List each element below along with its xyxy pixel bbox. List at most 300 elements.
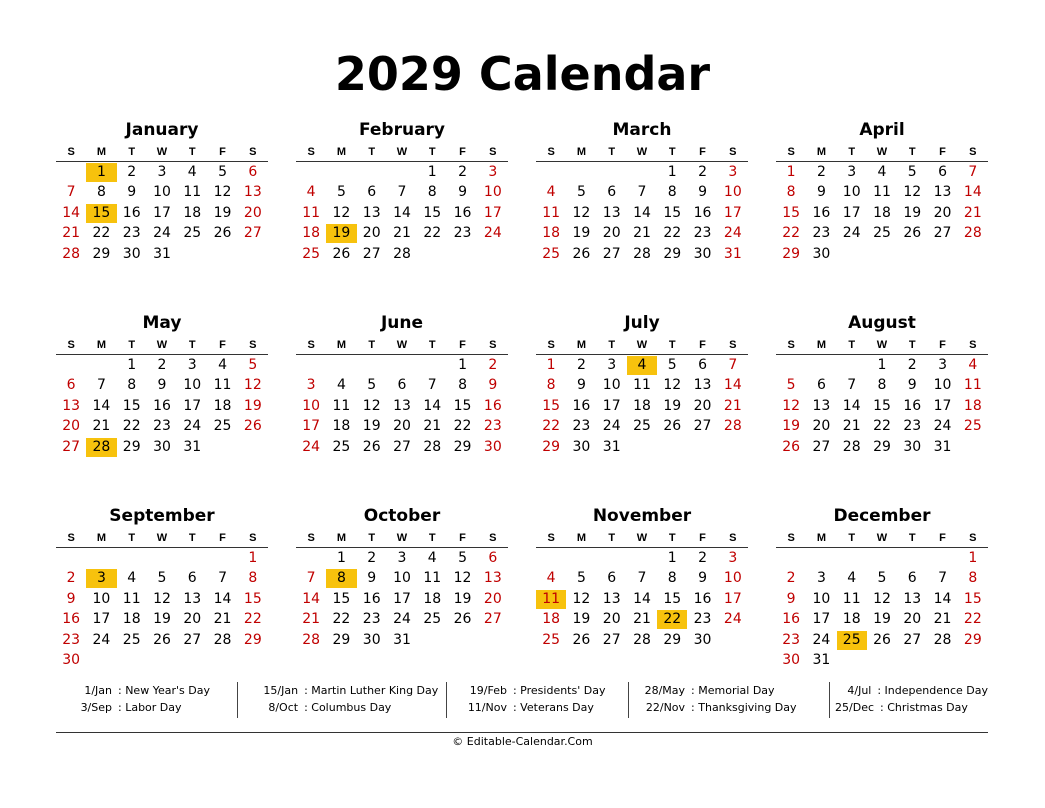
day-cell: 12 bbox=[572, 204, 591, 221]
day-cell: 15 bbox=[663, 590, 682, 607]
day-cell: 11 bbox=[332, 397, 351, 414]
weekday-header: S bbox=[547, 531, 555, 544]
day-cell: 7 bbox=[938, 570, 947, 587]
day-cell: 27 bbox=[183, 631, 202, 648]
day-cell: 11 bbox=[542, 204, 561, 221]
empty-day-cell bbox=[147, 651, 177, 670]
weekday-header-row bbox=[776, 142, 988, 162]
day-cell: 20 bbox=[393, 418, 411, 435]
day-cell: 17 bbox=[842, 204, 861, 221]
day-cell: 24 bbox=[723, 611, 742, 628]
day-cell: 4 bbox=[306, 184, 316, 201]
day-cell: 27 bbox=[812, 438, 831, 455]
day-cell: 7 bbox=[66, 184, 76, 201]
week-row bbox=[56, 651, 268, 672]
day-cell: 2 bbox=[786, 570, 796, 587]
day-cell: 6 bbox=[187, 570, 197, 587]
empty-day-cell bbox=[718, 438, 748, 457]
weekday-header: W bbox=[156, 338, 168, 351]
day-cell: 6 bbox=[938, 163, 947, 180]
week-row bbox=[536, 224, 748, 245]
weekday-header: F bbox=[459, 531, 466, 544]
day-cell: 21 bbox=[963, 204, 982, 221]
day-cell: 15 bbox=[963, 590, 982, 607]
weekday-header-row bbox=[776, 528, 988, 548]
weekday-header: F bbox=[699, 145, 706, 158]
weekday-header: T bbox=[848, 338, 856, 351]
day-cell: 9 bbox=[157, 377, 167, 394]
day-cell: 10 bbox=[842, 184, 861, 201]
day-cell: 10 bbox=[393, 570, 411, 587]
weekday-header: M bbox=[576, 145, 586, 158]
day-cell: 28 bbox=[633, 245, 651, 262]
empty-day-cell bbox=[117, 651, 147, 670]
empty-day-cell bbox=[687, 438, 717, 457]
day-cell: 14 bbox=[633, 204, 651, 221]
day-cell: 12 bbox=[243, 377, 262, 394]
day-cell: 21 bbox=[933, 611, 952, 628]
holiday-entry bbox=[56, 682, 237, 699]
day-cell: 8 bbox=[427, 184, 437, 201]
holiday-entry bbox=[238, 699, 446, 716]
month-name: November bbox=[592, 506, 692, 526]
weekday-header: S bbox=[547, 145, 555, 158]
week-row bbox=[56, 203, 268, 224]
day-cell: 21 bbox=[633, 611, 651, 628]
empty-day-cell bbox=[177, 549, 207, 568]
day-cell: 8 bbox=[877, 377, 887, 394]
day-cell: 6 bbox=[816, 377, 826, 394]
month-march bbox=[536, 118, 748, 265]
empty-day-cell bbox=[958, 245, 988, 264]
weekday-header-row bbox=[536, 142, 748, 162]
empty-day-cell bbox=[536, 549, 566, 568]
day-cell: 31 bbox=[602, 438, 621, 455]
day-cell: 1 bbox=[877, 356, 887, 373]
weekday-header: W bbox=[636, 338, 648, 351]
day-cell: 13 bbox=[693, 377, 712, 394]
day-cell: 18 bbox=[332, 418, 351, 435]
week-row bbox=[536, 183, 748, 204]
day-cell: 9 bbox=[458, 184, 467, 201]
week-row bbox=[56, 224, 268, 245]
day-cell: 6 bbox=[698, 356, 707, 373]
day-cell: 6 bbox=[367, 184, 377, 201]
day-cell: 23 bbox=[62, 631, 81, 648]
weekday-header: T bbox=[368, 531, 376, 544]
week-row bbox=[536, 417, 748, 438]
day-cell: 18 bbox=[542, 611, 561, 628]
day-cell: 4 bbox=[187, 163, 197, 180]
day-cell: 5 bbox=[576, 570, 586, 587]
weekday-header-row bbox=[296, 528, 508, 548]
day-cell: 27 bbox=[362, 245, 381, 262]
day-cell: 15 bbox=[122, 397, 141, 414]
day-cell: 1 bbox=[546, 356, 556, 373]
weekday-header: S bbox=[787, 531, 795, 544]
empty-day-cell bbox=[177, 245, 207, 264]
weekday-header: M bbox=[336, 531, 346, 544]
empty-day-cell bbox=[867, 651, 897, 670]
holiday-date: 19/Feb bbox=[469, 684, 507, 697]
week-row bbox=[536, 548, 748, 569]
day-cell: 25 bbox=[122, 631, 141, 648]
weekday-header: S bbox=[729, 338, 737, 351]
day-cell: 1 bbox=[458, 356, 467, 373]
weekday-header: S bbox=[969, 531, 977, 544]
day-cell: 25 bbox=[963, 418, 982, 435]
week-row bbox=[296, 630, 508, 651]
day-cell: 20 bbox=[602, 225, 621, 242]
day-cell: 15 bbox=[453, 397, 472, 414]
day-cell: 8 bbox=[667, 570, 677, 587]
weekday-header: S bbox=[489, 145, 497, 158]
day-cell: 27 bbox=[393, 438, 411, 455]
day-cell: 31 bbox=[812, 652, 831, 669]
day-cell: 28 bbox=[933, 631, 952, 648]
month-name: January bbox=[125, 120, 199, 140]
day-cell: 26 bbox=[362, 438, 381, 455]
day-cell: 30 bbox=[483, 438, 502, 455]
month-november bbox=[536, 504, 748, 651]
day-cell: 8 bbox=[127, 377, 137, 394]
day-cell: 7 bbox=[306, 570, 316, 587]
month-july bbox=[536, 311, 748, 458]
week-row bbox=[56, 610, 268, 631]
day-cell: 20 bbox=[812, 418, 831, 435]
weekday-header-row bbox=[296, 335, 508, 355]
holiday-entry bbox=[830, 682, 988, 699]
day-cell: 24 bbox=[92, 631, 111, 648]
empty-day-cell bbox=[387, 356, 417, 375]
page-title: 2029 Calendar bbox=[334, 47, 711, 101]
day-cell: 20 bbox=[483, 590, 502, 607]
day-cell: 12 bbox=[572, 590, 591, 607]
day-cell: 12 bbox=[453, 570, 472, 587]
week-row bbox=[56, 417, 268, 438]
day-cell: 27 bbox=[243, 225, 262, 242]
day-cell: 23 bbox=[693, 225, 712, 242]
weekday-header: T bbox=[908, 531, 916, 544]
day-cell: 30 bbox=[693, 631, 712, 648]
day-cell: 20 bbox=[62, 418, 81, 435]
day-cell: 14 bbox=[302, 590, 321, 607]
holiday-name: : Veterans Day bbox=[512, 701, 594, 714]
week-row bbox=[296, 224, 508, 245]
empty-day-cell bbox=[447, 245, 477, 264]
month-august bbox=[776, 311, 988, 458]
weekday-header: M bbox=[576, 531, 586, 544]
empty-day-cell bbox=[447, 631, 477, 650]
day-cell: 25 bbox=[542, 245, 561, 262]
weekday-header: S bbox=[489, 338, 497, 351]
day-cell: 3 bbox=[157, 163, 167, 180]
empty-day-cell bbox=[927, 549, 957, 568]
day-cell: 22 bbox=[663, 225, 682, 242]
day-cell: 14 bbox=[933, 590, 952, 607]
day-cell: 16 bbox=[62, 611, 81, 628]
empty-day-cell bbox=[627, 549, 657, 568]
weekday-header: M bbox=[96, 531, 106, 544]
day-cell: 20 bbox=[602, 611, 621, 628]
weekday-header: T bbox=[188, 531, 196, 544]
week-row bbox=[296, 183, 508, 204]
holiday-date: 11/Nov bbox=[467, 701, 507, 714]
week-row bbox=[296, 589, 508, 610]
empty-day-cell bbox=[837, 245, 867, 264]
month-february bbox=[296, 118, 508, 265]
day-cell: 28 bbox=[302, 631, 321, 648]
day-cell: 18 bbox=[183, 204, 202, 221]
day-cell: 7 bbox=[96, 377, 106, 394]
day-cell: 17 bbox=[723, 204, 742, 221]
month-name: April bbox=[859, 120, 905, 140]
day-cell: 30 bbox=[62, 652, 81, 669]
day-cell: 25 bbox=[423, 611, 442, 628]
day-cell: 26 bbox=[453, 611, 472, 628]
day-cell: 15 bbox=[243, 590, 262, 607]
holiday-column bbox=[238, 682, 447, 718]
day-cell: 28 bbox=[62, 245, 81, 262]
day-cell: 9 bbox=[127, 184, 137, 201]
day-cell: 20 bbox=[362, 225, 381, 242]
day-cell: 20 bbox=[693, 397, 712, 414]
day-cell: 2 bbox=[698, 549, 707, 566]
week-row bbox=[56, 630, 268, 651]
empty-day-cell bbox=[238, 651, 268, 670]
empty-day-cell bbox=[296, 163, 326, 182]
week-row bbox=[536, 162, 748, 183]
weekday-header: S bbox=[729, 145, 737, 158]
day-cell: 10 bbox=[723, 184, 742, 201]
weekday-header: M bbox=[816, 531, 826, 544]
holiday-day-cell: 22 bbox=[657, 610, 687, 629]
day-cell: 2 bbox=[576, 356, 586, 373]
week-row bbox=[296, 569, 508, 590]
day-cell: 12 bbox=[903, 184, 922, 201]
month-name: July bbox=[624, 313, 660, 333]
weekday-header: T bbox=[608, 145, 616, 158]
week-row bbox=[536, 437, 748, 458]
day-cell: 15 bbox=[782, 204, 801, 221]
day-cell: 13 bbox=[62, 397, 81, 414]
weekday-header: T bbox=[908, 145, 916, 158]
day-cell: 7 bbox=[728, 356, 738, 373]
holiday-name: : Presidents' Day bbox=[512, 684, 606, 697]
weekday-header: T bbox=[188, 145, 196, 158]
day-cell: 4 bbox=[127, 570, 137, 587]
day-cell: 30 bbox=[812, 245, 831, 262]
empty-day-cell bbox=[566, 163, 596, 182]
empty-day-cell bbox=[147, 549, 177, 568]
day-cell: 9 bbox=[66, 590, 76, 607]
week-row bbox=[776, 183, 988, 204]
empty-day-cell bbox=[897, 651, 927, 670]
day-cell: 30 bbox=[903, 438, 922, 455]
day-cell: 16 bbox=[693, 590, 712, 607]
month-name: March bbox=[612, 120, 672, 140]
day-cell: 17 bbox=[153, 204, 171, 221]
empty-day-cell bbox=[357, 356, 387, 375]
day-cell: 18 bbox=[423, 590, 442, 607]
day-cell: 3 bbox=[847, 163, 857, 180]
day-cell: 19 bbox=[243, 397, 262, 414]
empty-day-cell bbox=[478, 631, 508, 650]
holiday-date: 1/Jan bbox=[84, 684, 112, 697]
day-cell: 18 bbox=[873, 204, 891, 221]
empty-day-cell bbox=[897, 549, 927, 568]
empty-day-cell bbox=[207, 438, 237, 457]
day-cell: 29 bbox=[663, 245, 682, 262]
week-row bbox=[776, 630, 988, 651]
weekday-header: T bbox=[668, 145, 676, 158]
day-cell: 4 bbox=[968, 356, 978, 373]
week-row bbox=[56, 244, 268, 265]
empty-day-cell bbox=[86, 549, 116, 568]
day-cell: 7 bbox=[427, 377, 437, 394]
holiday-date: 8/Oct bbox=[268, 701, 299, 714]
day-cell: 11 bbox=[842, 590, 861, 607]
day-cell: 6 bbox=[607, 184, 617, 201]
day-cell: 11 bbox=[302, 204, 321, 221]
day-cell: 9 bbox=[698, 570, 707, 587]
day-cell: 1 bbox=[667, 163, 677, 180]
day-cell: 16 bbox=[903, 397, 922, 414]
day-cell: 19 bbox=[663, 397, 682, 414]
month-name: August bbox=[848, 313, 916, 333]
month-name: October bbox=[363, 506, 441, 526]
day-cell: 19 bbox=[213, 204, 232, 221]
day-cell: 27 bbox=[903, 631, 922, 648]
day-cell: 22 bbox=[423, 225, 442, 242]
day-cell: 6 bbox=[248, 163, 258, 180]
day-cell: 7 bbox=[218, 570, 227, 587]
empty-day-cell bbox=[296, 356, 326, 375]
empty-day-cell bbox=[657, 438, 687, 457]
empty-day-cell bbox=[326, 356, 356, 375]
day-cell: 23 bbox=[572, 418, 591, 435]
weekday-header-row bbox=[296, 142, 508, 162]
day-cell: 13 bbox=[393, 397, 411, 414]
day-cell: 14 bbox=[423, 397, 442, 414]
day-cell: 9 bbox=[907, 377, 917, 394]
day-cell: 4 bbox=[336, 377, 346, 394]
week-row bbox=[536, 569, 748, 590]
day-cell: 1 bbox=[127, 356, 137, 373]
day-cell: 22 bbox=[122, 418, 141, 435]
day-cell: 31 bbox=[153, 245, 171, 262]
week-row bbox=[776, 548, 988, 569]
weekday-header: M bbox=[576, 338, 586, 351]
day-cell: 8 bbox=[96, 184, 106, 201]
day-cell: 29 bbox=[782, 245, 801, 262]
holiday-entry bbox=[447, 699, 628, 716]
day-cell: 13 bbox=[362, 204, 381, 221]
weekday-header: F bbox=[939, 338, 946, 351]
day-cell: 8 bbox=[546, 377, 556, 394]
day-cell: 23 bbox=[362, 611, 381, 628]
empty-day-cell bbox=[627, 163, 657, 182]
day-cell: 8 bbox=[248, 570, 258, 587]
day-cell: 13 bbox=[243, 184, 262, 201]
week-row bbox=[296, 244, 508, 265]
holiday-day-cell: 3 bbox=[86, 569, 116, 588]
weekday-header: W bbox=[156, 531, 168, 544]
weekday-header: F bbox=[699, 338, 706, 351]
month-name: February bbox=[358, 120, 446, 140]
holiday-day-cell: 19 bbox=[326, 224, 356, 243]
weekday-header: S bbox=[969, 145, 977, 158]
holiday-column bbox=[56, 682, 238, 718]
day-cell: 21 bbox=[92, 418, 111, 435]
empty-day-cell bbox=[566, 549, 596, 568]
day-cell: 22 bbox=[332, 611, 351, 628]
empty-day-cell bbox=[597, 549, 627, 568]
week-row bbox=[536, 376, 748, 397]
day-cell: 9 bbox=[698, 184, 707, 201]
month-april bbox=[776, 118, 988, 265]
day-cell: 7 bbox=[397, 184, 407, 201]
day-cell: 21 bbox=[62, 225, 81, 242]
weekday-header: T bbox=[668, 531, 676, 544]
weekday-header: W bbox=[636, 145, 648, 158]
day-cell: 22 bbox=[92, 225, 111, 242]
weekday-header: T bbox=[128, 338, 136, 351]
weekday-header: T bbox=[428, 338, 436, 351]
day-cell: 9 bbox=[367, 570, 377, 587]
empty-day-cell bbox=[56, 356, 86, 375]
weekday-header: S bbox=[547, 338, 555, 351]
footer-divider bbox=[56, 732, 988, 733]
weekday-header: S bbox=[969, 338, 977, 351]
weekday-header: S bbox=[307, 145, 315, 158]
day-cell: 13 bbox=[602, 204, 621, 221]
day-cell: 7 bbox=[968, 163, 978, 180]
day-cell: 10 bbox=[812, 590, 831, 607]
empty-day-cell bbox=[417, 245, 447, 264]
day-cell: 19 bbox=[903, 204, 922, 221]
week-row bbox=[56, 396, 268, 417]
day-cell: 12 bbox=[782, 397, 801, 414]
day-cell: 3 bbox=[488, 163, 498, 180]
day-cell: 5 bbox=[576, 184, 586, 201]
empty-day-cell bbox=[207, 651, 237, 670]
day-cell: 23 bbox=[812, 225, 831, 242]
day-cell: 23 bbox=[153, 418, 171, 435]
day-cell: 2 bbox=[367, 549, 377, 566]
day-cell: 9 bbox=[786, 590, 796, 607]
empty-day-cell bbox=[837, 651, 867, 670]
day-cell: 22 bbox=[542, 418, 561, 435]
holiday-day-cell: 15 bbox=[86, 204, 116, 223]
day-cell: 11 bbox=[122, 590, 141, 607]
weekday-header: S bbox=[249, 145, 257, 158]
month-september bbox=[56, 504, 268, 671]
day-cell: 8 bbox=[786, 184, 796, 201]
weekday-header: T bbox=[368, 145, 376, 158]
day-cell: 13 bbox=[483, 570, 502, 587]
empty-day-cell bbox=[837, 549, 867, 568]
day-cell: 24 bbox=[302, 438, 321, 455]
day-cell: 12 bbox=[663, 377, 682, 394]
holiday-column bbox=[830, 682, 988, 718]
empty-day-cell bbox=[357, 163, 387, 182]
day-cell: 3 bbox=[816, 570, 826, 587]
day-cell: 5 bbox=[786, 377, 796, 394]
week-row bbox=[296, 548, 508, 569]
weekday-header: T bbox=[368, 338, 376, 351]
empty-day-cell bbox=[806, 549, 836, 568]
